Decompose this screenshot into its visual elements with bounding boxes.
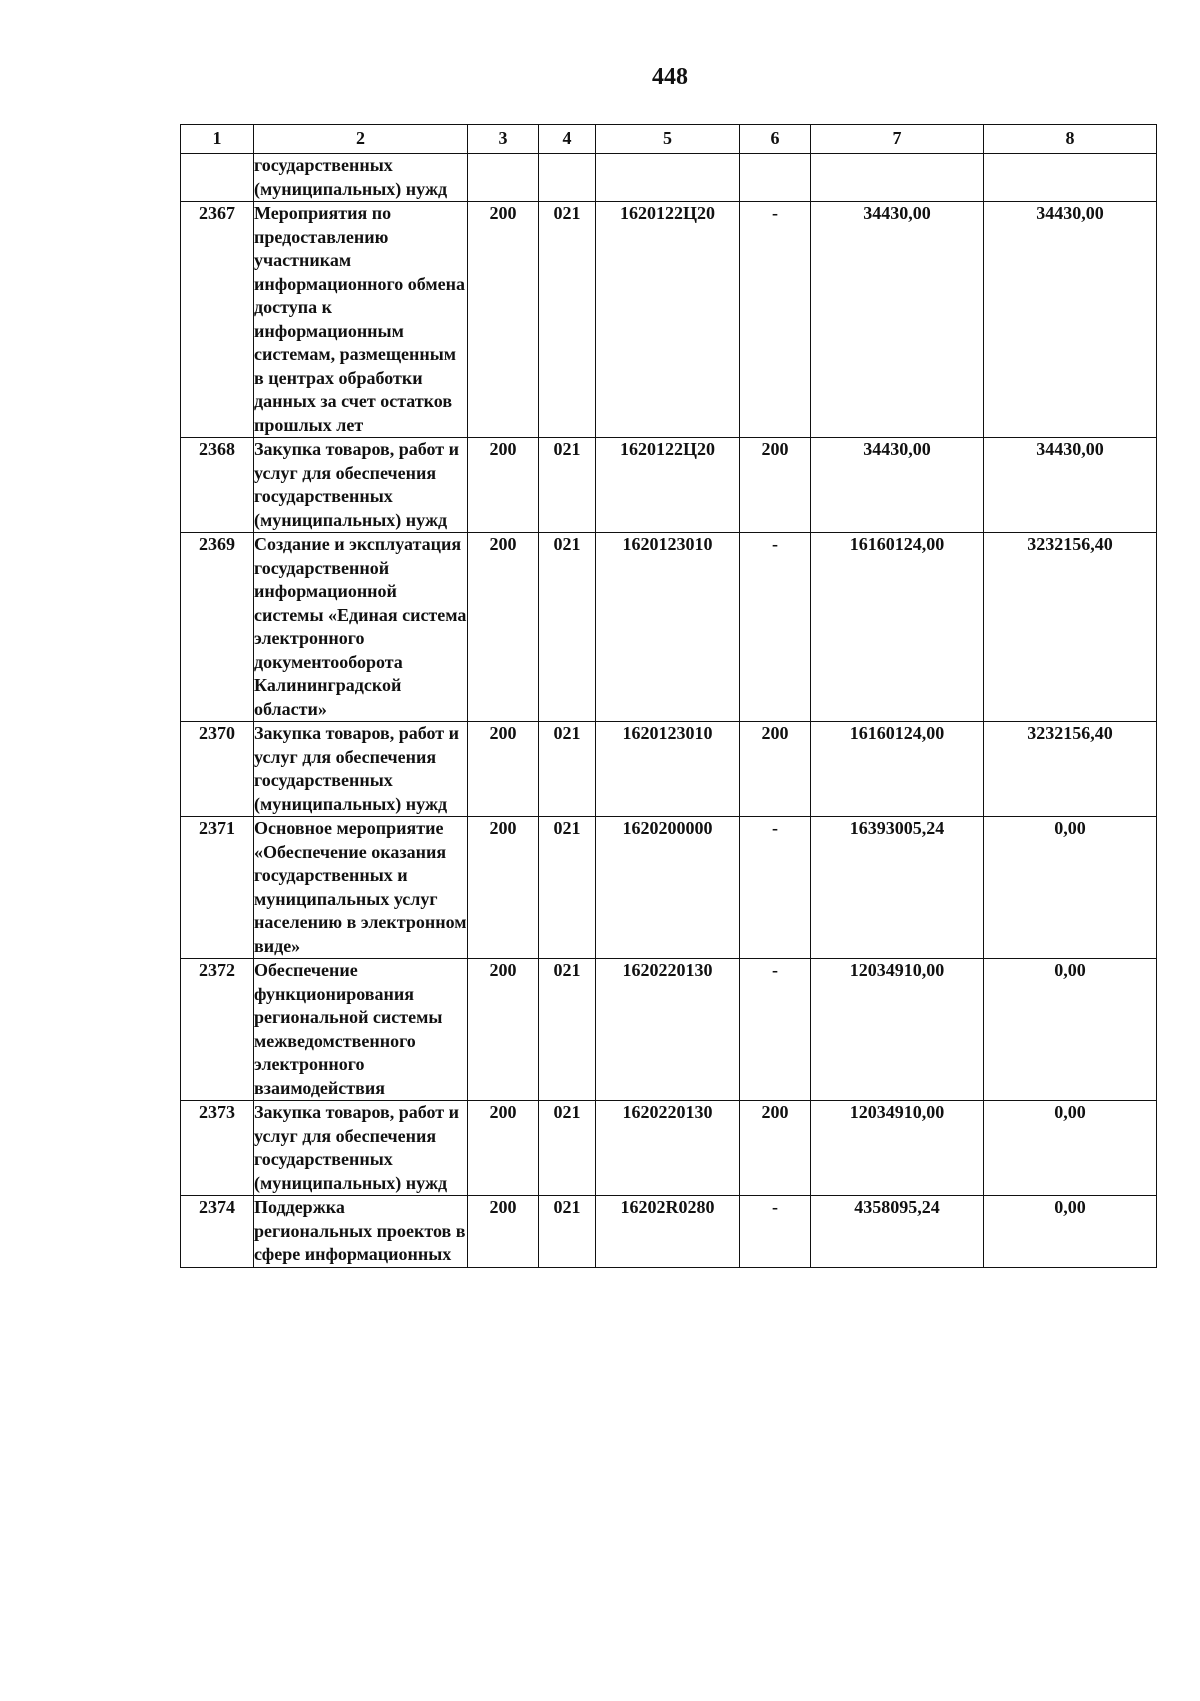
row-description: Закупка товаров, работ и услуг для обеспечения государственных (муниципальных) нужд [254,722,468,817]
row-description: государственных (муниципальных) нужд [254,154,468,202]
header-col-5: 5 [596,125,740,154]
row-number: 2368 [181,438,254,533]
row-col-6: - [740,202,811,438]
table-row [181,154,1157,202]
row-col-6: 200 [740,722,811,817]
row-number: 2369 [181,533,254,722]
row-col-8 [984,154,1157,202]
row-description: Создание и эксплуатация государственной информационной системы «Единая система электронного документооборота Калининградской области» [254,533,468,722]
row-col-7: 34430,00 [811,438,984,533]
header-col-8: 8 [984,125,1157,154]
row-col-8: 34430,00 [984,438,1157,533]
row-col-8: 0,00 [984,817,1157,959]
row-col-4 [539,154,596,202]
row-col-3: 200 [468,1101,539,1196]
row-col-4: 021 [539,722,596,817]
header-col-4: 4 [539,125,596,154]
header-col-3: 3 [468,125,539,154]
header-col-6: 6 [740,125,811,154]
header-col-1: 1 [181,125,254,154]
row-col-3 [468,154,539,202]
row-col-8: 0,00 [984,959,1157,1101]
row-col-4: 021 [539,533,596,722]
table-row [181,959,1157,1101]
row-col-3: 200 [468,817,539,959]
row-col-3: 200 [468,438,539,533]
row-col-7: 16160124,00 [811,533,984,722]
row-col-5: 16202R0280 [596,1196,740,1268]
row-col-7: 12034910,00 [811,1101,984,1196]
row-number: 2371 [181,817,254,959]
header-row [181,125,1157,154]
row-col-4: 021 [539,1101,596,1196]
row-col-8: 0,00 [984,1101,1157,1196]
row-col-6: - [740,1196,811,1268]
row-col-3: 200 [468,722,539,817]
row-col-3: 200 [468,202,539,438]
row-col-6: - [740,959,811,1101]
row-col-4: 021 [539,438,596,533]
row-col-5: 1620123010 [596,533,740,722]
row-col-5 [596,154,740,202]
row-number: 2374 [181,1196,254,1268]
table-row [181,722,1157,817]
row-number: 2370 [181,722,254,817]
row-col-5: 1620122Ц20 [596,438,740,533]
budget-table [180,124,1157,1268]
header-col-2: 2 [254,125,468,154]
row-col-4: 021 [539,959,596,1101]
table-row [181,533,1157,722]
row-col-6: - [740,817,811,959]
row-description: Закупка товаров, работ и услуг для обеспечения государственных (муниципальных) нужд [254,438,468,533]
row-description: Поддержка региональных проектов в сфере информационных [254,1196,468,1268]
row-col-4: 021 [539,202,596,438]
row-col-4: 021 [539,817,596,959]
row-col-5: 1620123010 [596,722,740,817]
row-col-8: 0,00 [984,1196,1157,1268]
row-description: Мероприятия по предоставлению участникам информационного обмена доступа к информационным системам, размещенным в центрах обработки данных за счет остатков прошлых лет [254,202,468,438]
row-col-3: 200 [468,1196,539,1268]
row-col-7: 16160124,00 [811,722,984,817]
row-col-5: 1620122Ц20 [596,202,740,438]
row-description: Обеспечение функционирования региональной системы межведомственного электронного взаимодействия [254,959,468,1101]
row-col-5: 1620220130 [596,959,740,1101]
row-col-5: 1620200000 [596,817,740,959]
row-col-6: 200 [740,438,811,533]
row-description: Закупка товаров, работ и услуг для обеспечения государственных (муниципальных) нужд [254,1101,468,1196]
row-col-8: 3232156,40 [984,533,1157,722]
row-number: 2372 [181,959,254,1101]
row-col-5: 1620220130 [596,1101,740,1196]
row-number: 2373 [181,1101,254,1196]
page-number: 448 [652,64,688,90]
table-row [181,438,1157,533]
row-col-6: 200 [740,1101,811,1196]
row-col-7: 12034910,00 [811,959,984,1101]
row-col-7: 34430,00 [811,202,984,438]
row-col-7: 4358095,24 [811,1196,984,1268]
row-description: Основное мероприятие «Обеспечение оказания государственных и муниципальных услуг населению в электронном виде» [254,817,468,959]
table-row [181,817,1157,959]
table-row [181,202,1157,438]
row-col-6 [740,154,811,202]
row-col-7: 16393005,24 [811,817,984,959]
table-row [181,1101,1157,1196]
row-col-8: 34430,00 [984,202,1157,438]
row-col-6: - [740,533,811,722]
row-col-7 [811,154,984,202]
header-col-7: 7 [811,125,984,154]
row-col-3: 200 [468,533,539,722]
row-number [181,154,254,202]
row-col-3: 200 [468,959,539,1101]
row-number: 2367 [181,202,254,438]
table-row [181,1196,1157,1268]
row-col-8: 3232156,40 [984,722,1157,817]
row-col-4: 021 [539,1196,596,1268]
